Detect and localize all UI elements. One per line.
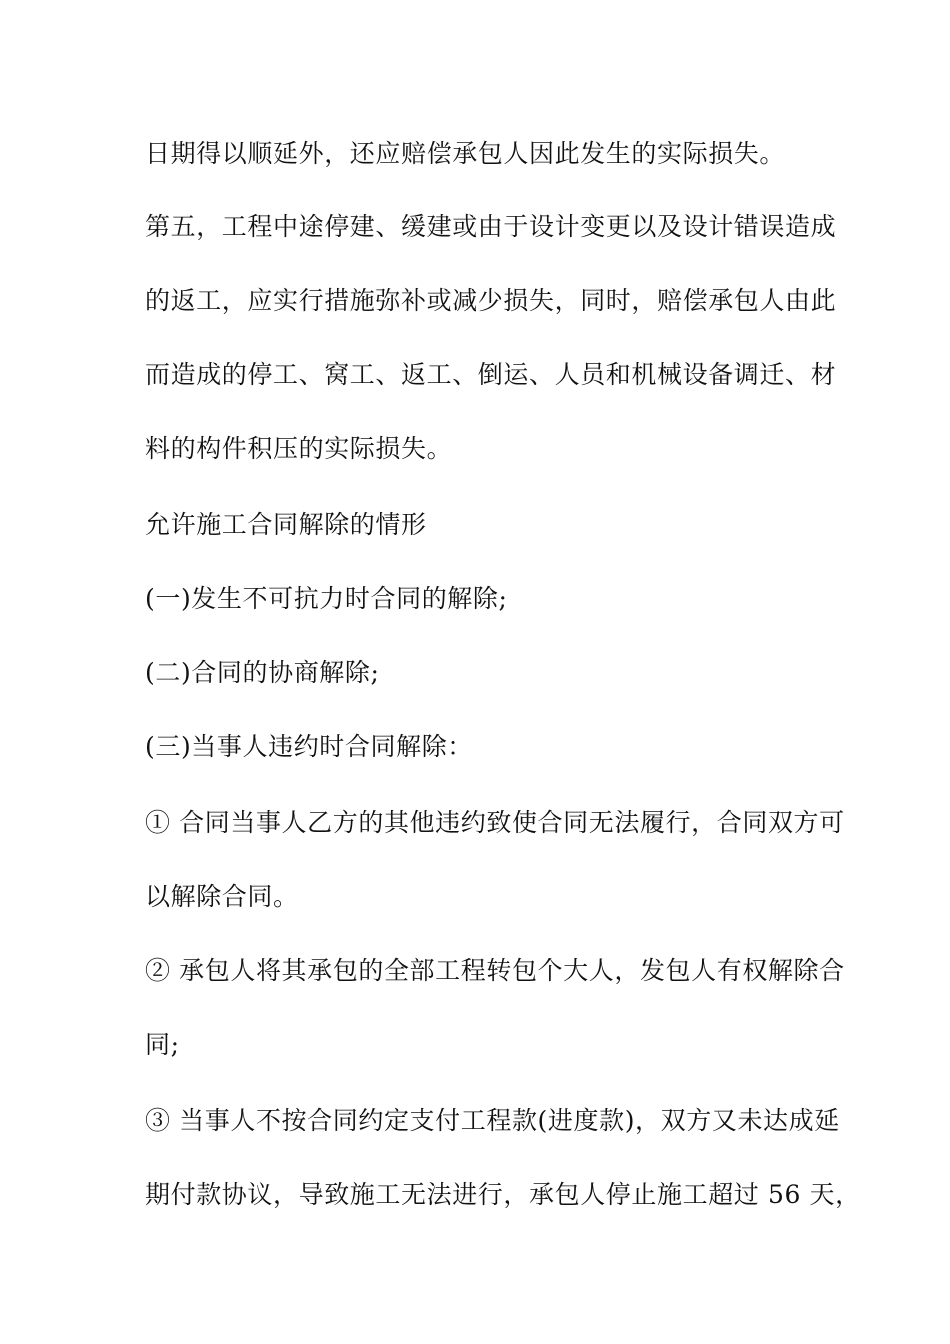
section-heading: 允许施工合同解除的情形 [145, 510, 427, 539]
sub-list-item: ① 合同当事人乙方的其他违约致使合同无法履行，合同双方可 [145, 808, 845, 837]
text-line: 而造成的停工、窝工、返工、倒运、人员和机械设备调迁、材 [145, 360, 837, 389]
list-item: (三)当事人违约时合同解除： [145, 732, 473, 761]
list-item: (二)合同的协商解除; [145, 658, 380, 687]
sub-list-item: ③ 当事人不按合同约定支付工程款(进度款)，双方又未达成延 [145, 1106, 840, 1135]
text-line: 日期得以顺延外，还应赔偿承包人因此发生的实际损失。 [145, 139, 786, 168]
sub-list-item: ② 承包人将其承包的全部工程转包个大人，发包人有权解除合 [145, 956, 845, 985]
text-line: 期付款协议，导致施工无法进行，承包人停止施工超过 56 天， [145, 1180, 861, 1209]
text-line: 以解除合同。 [145, 882, 299, 911]
text-line: 料的构件积压的实际损失。 [145, 434, 453, 463]
text-line: 第五，工程中途停建、缓建或由于设计变更以及设计错误造成 [145, 212, 837, 241]
text-line: 同; [145, 1030, 180, 1059]
text-line: 的返工，应实行措施弥补或减少损失，同时，赔偿承包人由此 [145, 286, 837, 315]
list-item: (一)发生不可抗力时合同的解除; [145, 584, 508, 613]
